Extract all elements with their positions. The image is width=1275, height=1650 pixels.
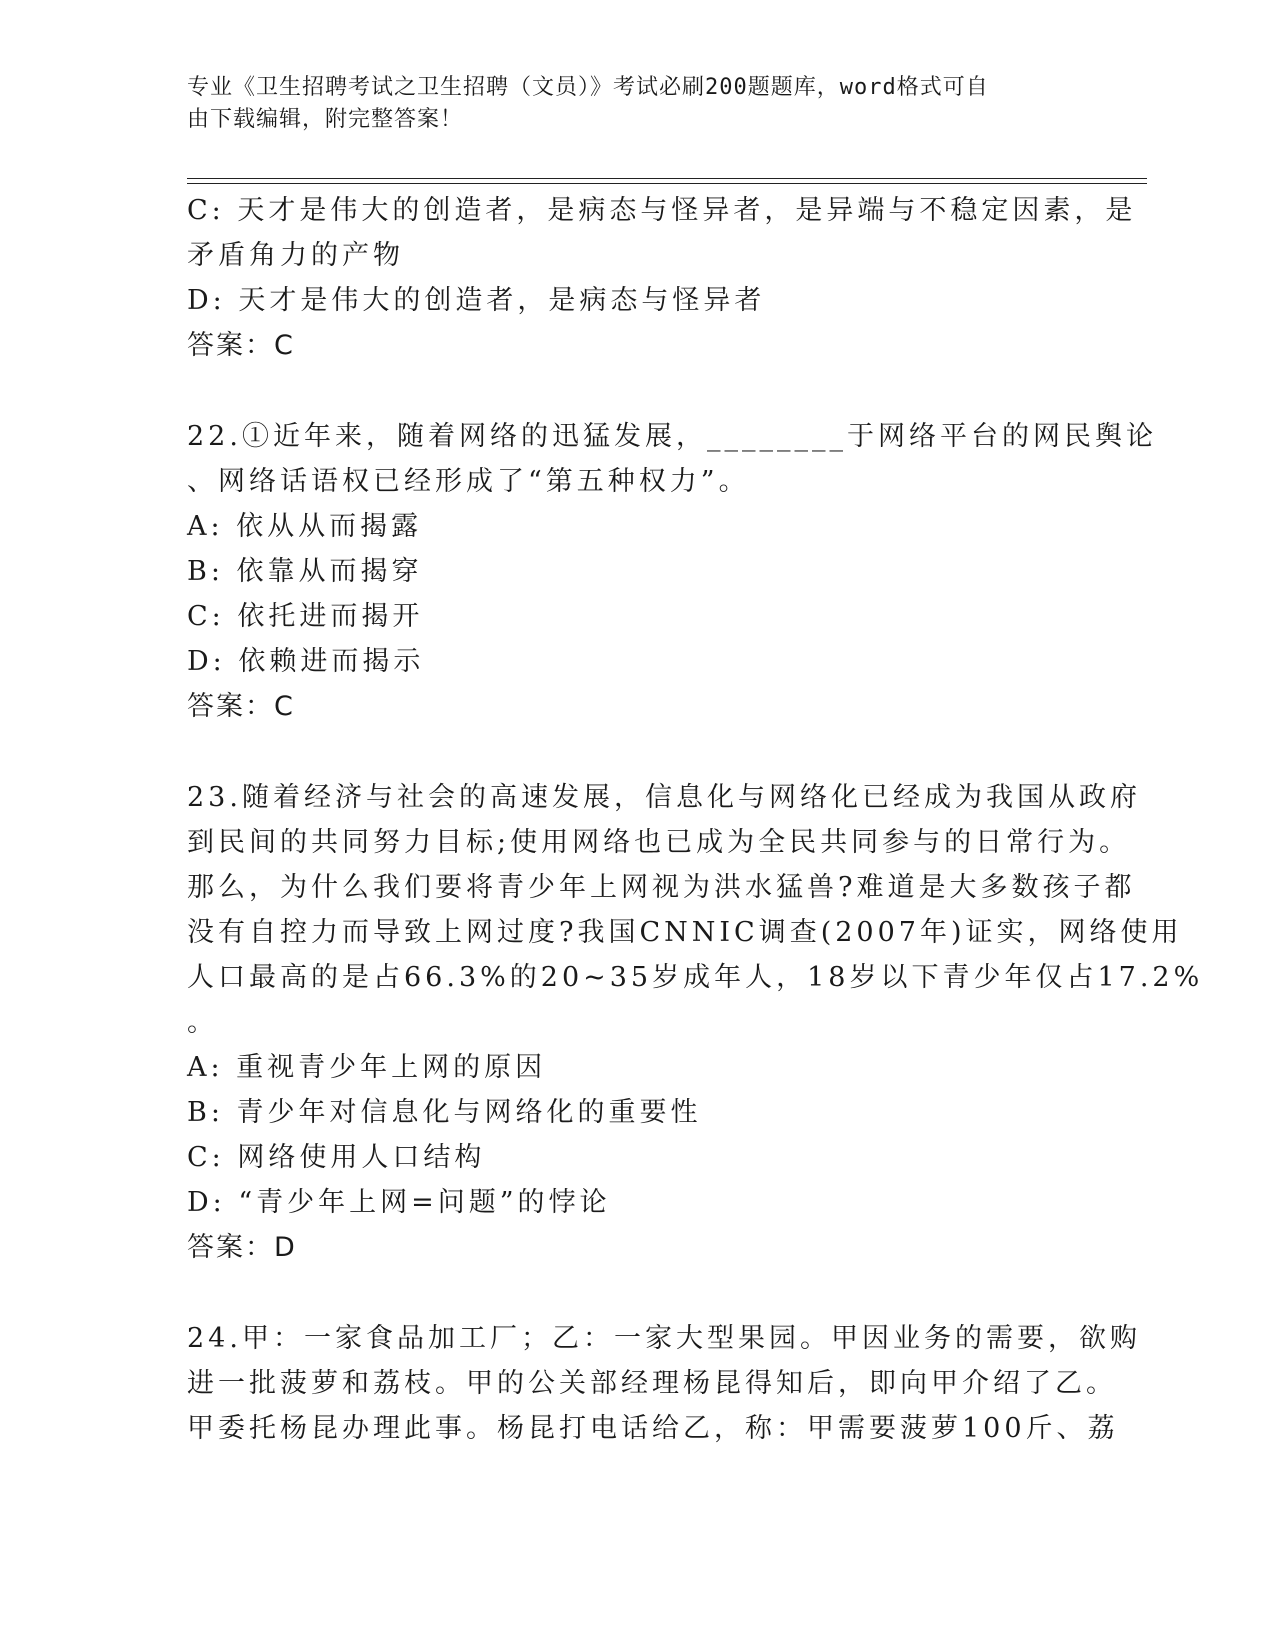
answer: 答案：C (187, 691, 295, 722)
header-divider-bottom (187, 183, 1147, 184)
option-a: A: 依从从而揭露 (187, 511, 423, 542)
option-c-continued: 矛盾角力的产物 (187, 240, 404, 271)
question-stem-continued: 人口最高的是占66.3%的20~35岁成年人，18岁以下青少年仅占17.2% (187, 962, 1204, 993)
question-stem-continued: 没有自控力而导致上网过度?我国CNNIC调查(2007年)证实，网络使用 (187, 917, 1183, 948)
option-b: B: 依靠从而揭穿 (187, 556, 423, 587)
option-c: C: 天才是伟大的创造者，是病态与怪异者，是异端与不稳定因素，是 (187, 195, 1137, 226)
question-stem-continued: 进一批菠萝和荔枝。甲的公关部经理杨昆得知后，即向甲介绍了乙。 (187, 1368, 1117, 1399)
option-a: A: 重视青少年上网的原因 (187, 1052, 547, 1083)
question-22 (187, 414, 1157, 729)
question-stem-continued: 甲委托杨昆办理此事。杨昆打电话给乙，称：甲需要菠萝100斤、荔 (187, 1413, 1119, 1444)
question-list (187, 188, 1204, 1451)
option-b: B: 青少年对信息化与网络化的重要性 (187, 1097, 702, 1128)
header-line-1: 专业《卫生招聘考试之卫生招聘（文员）》考试必刷200题题库，word格式可自 (187, 75, 989, 100)
option-d: D: 依赖进而揭示 (187, 646, 425, 677)
question-24 (187, 1316, 1141, 1451)
question-stem: 24.甲：一家食品加工厂；乙：一家大型果园。甲因业务的需要，欲购 (187, 1323, 1141, 1354)
question-stem: 22.①近年来，随着网络的迅猛发展，________于网络平台的网民舆论 (187, 421, 1157, 452)
question-stem: 23.随着经济与社会的高速发展，信息化与网络化已经成为我国从政府 (187, 782, 1141, 813)
question-stem-continued: 那么，为什么我们要将青少年上网视为洪水猛兽?难道是大多数孩子都 (187, 872, 1136, 903)
option-c: C: 依托进而揭开 (187, 601, 424, 632)
question-stem-continued: 到民间的共同努力目标;使用网络也已成为全民共同参与的日常行为。 (187, 827, 1131, 858)
document-header (187, 72, 1067, 136)
option-c: C: 网络使用人口结构 (187, 1142, 486, 1173)
question-23 (187, 775, 1204, 1270)
option-d: D: “青少年上网=问题”的悖论 (187, 1187, 611, 1218)
answer: 答案：C (187, 330, 295, 361)
question-21-remainder (187, 188, 1137, 368)
answer: 答案：D (187, 1232, 297, 1263)
question-stem-continued: 、网络话语权已经形成了“第五种权力”。 (187, 466, 750, 497)
question-stem-continued: 。 (187, 1007, 218, 1038)
header-line-2: 由下载编辑，附完整答案！ (187, 107, 464, 132)
option-d: D: 天才是伟大的创造者，是病态与怪异者 (187, 285, 766, 316)
header-divider-top (187, 178, 1147, 179)
